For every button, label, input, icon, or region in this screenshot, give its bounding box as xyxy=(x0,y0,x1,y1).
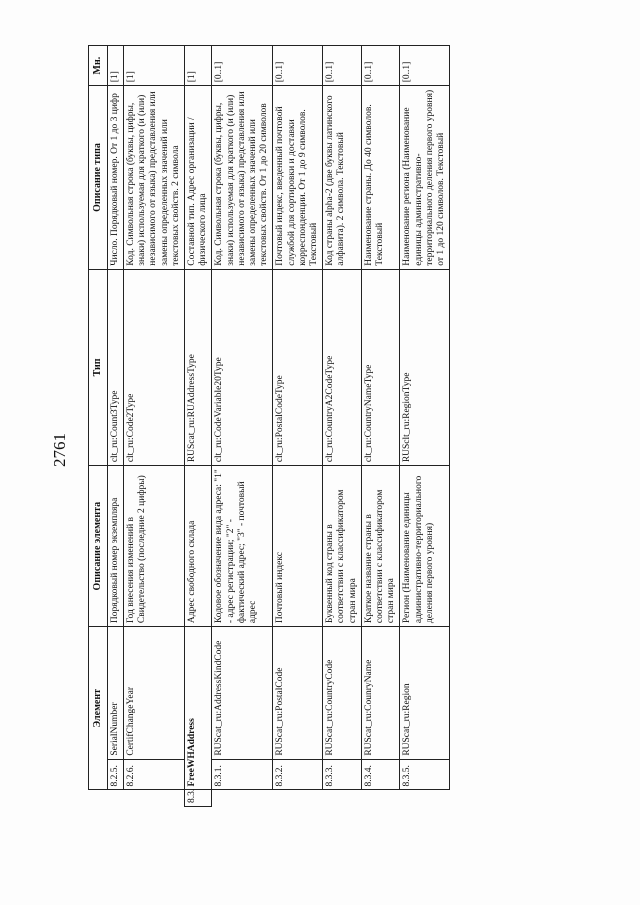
element-description: Порядковый номер экземпляра xyxy=(107,466,123,627)
type-description: Составной тип. Адрес организации / физического лица xyxy=(185,86,212,269)
type-description: Код страны alpha-2 (две буквы латинского алфавита). 2 символа. Текстовый xyxy=(323,86,362,269)
element-description: Регион (Наименование единицы административно-территориального деления первого уровня) xyxy=(400,466,450,627)
row-number: 8.3. xyxy=(185,790,212,807)
multiplicity: [0..1] xyxy=(400,46,450,86)
row-number: 8.3.5. xyxy=(400,759,450,790)
row-indent xyxy=(124,790,185,807)
type-description: Почтовый индекс, введенный почтовой службой для сортировки и доставки корреспонденции. От 1 до 9 символов. Текстовый xyxy=(273,86,323,269)
table-row xyxy=(323,46,362,807)
element-name: RUScat_ru:CountryCode xyxy=(323,627,362,760)
type-name: clt_ru:CodeVariable20Type xyxy=(212,269,273,465)
element-name: RUScat_ru:Region xyxy=(400,627,450,760)
element-name: SerialNumber xyxy=(107,627,123,760)
element-name: CertifChangeYear xyxy=(124,627,185,760)
row-number: 8.3.2. xyxy=(273,759,323,790)
table-header-row xyxy=(89,46,108,807)
type-description: Число. Порядковый номер. От 1 до 3 цифр xyxy=(107,86,123,269)
row-number: 8.3.3. xyxy=(323,759,362,790)
table-row xyxy=(400,46,450,807)
row-indent xyxy=(212,790,273,807)
type-name: RUSclt_ru:RegionType xyxy=(400,269,450,465)
element-name: RUScat_ru:PostalCode xyxy=(273,627,323,760)
header-type: Тип xyxy=(89,269,108,465)
header-element-desc: Описание элемента xyxy=(89,466,108,627)
row-indent xyxy=(273,790,323,807)
row-indent xyxy=(107,790,123,807)
table-row xyxy=(212,46,273,807)
element-name: FreeWHAddress xyxy=(185,627,212,790)
page-number: 2761 xyxy=(50,433,69,467)
element-description: Почтовый индекс xyxy=(273,466,323,627)
element-description: Буквенный код страны в соответствии с классификатором стран мира xyxy=(323,466,362,627)
type-name: clt_ru:CountryA2CodeType xyxy=(323,269,362,465)
type-name: clt_ru:PostalCodeType xyxy=(273,269,323,465)
multiplicity: [0..1] xyxy=(323,46,362,86)
element-description: Краткое название страны в соответствии с классификатором стран мира xyxy=(361,466,400,627)
type-name: clt_ru:Code2Type xyxy=(124,269,185,465)
type-description: Код. Символьная строка (буквы, цифры, знаки) используемая для краткого (и (или) независимого от языка) представления или замены определенных значений или текстовых свойств. 2 символа xyxy=(124,86,185,269)
header-type-desc: Описание типа xyxy=(89,86,108,269)
header-element: Элемент xyxy=(89,627,108,790)
multiplicity: [1] xyxy=(124,46,185,86)
row-indent xyxy=(323,790,362,807)
element-name: RUScat_ru:AddressKindCode xyxy=(212,627,273,760)
row-number: 8.3.1. xyxy=(212,759,273,790)
type-description: Наименование страны. До 40 символов. Текстовый xyxy=(361,86,400,269)
header-mn: Мн. xyxy=(89,46,108,86)
type-description: Наименование региона (Наименование единицы административно-территориального деления первого уровня) от 1 до 120 символов. Текстовый xyxy=(400,86,450,269)
row-number: 8.2.5. xyxy=(107,759,123,790)
row-indent xyxy=(361,790,400,807)
table-row xyxy=(185,46,212,807)
multiplicity: [0..1] xyxy=(212,46,273,86)
type-name: clt_ru:CountryNameType xyxy=(361,269,400,465)
row-number: 8.3.4. xyxy=(361,759,400,790)
multiplicity: [0..1] xyxy=(273,46,323,86)
multiplicity: [1] xyxy=(107,46,123,86)
type-description: Код. Символьная строка (буквы, цифры, знаки) используемая для краткого (и (или) независимого от языка) представления или замены определенных значений или текстовых свойств. От 1 до 20 символов xyxy=(212,86,273,269)
element-description: Кодовое обозначение вида адреса: "1" - адрес регистрации; "2" - фактический адрес; "3" - почтовый адрес xyxy=(212,466,273,627)
element-description: Адрес свободного склада xyxy=(185,466,212,627)
table-row xyxy=(107,46,123,807)
table-row xyxy=(361,46,400,807)
table-row xyxy=(273,46,323,807)
element-name: RUScat_ru:CounryName xyxy=(361,627,400,760)
multiplicity: [0..1] xyxy=(361,46,400,86)
type-name: clt_ru:Count3Type xyxy=(107,269,123,465)
elements-table xyxy=(88,45,450,807)
element-description: Год внесения изменений в Свидетельство (последние 2 цифры) xyxy=(124,466,185,627)
row-number: 8.2.6. xyxy=(124,759,185,790)
multiplicity: [1] xyxy=(185,46,212,86)
table-row xyxy=(124,46,185,807)
type-name: RUScat_ru:RUAddressType xyxy=(185,269,212,465)
row-indent xyxy=(400,790,450,807)
